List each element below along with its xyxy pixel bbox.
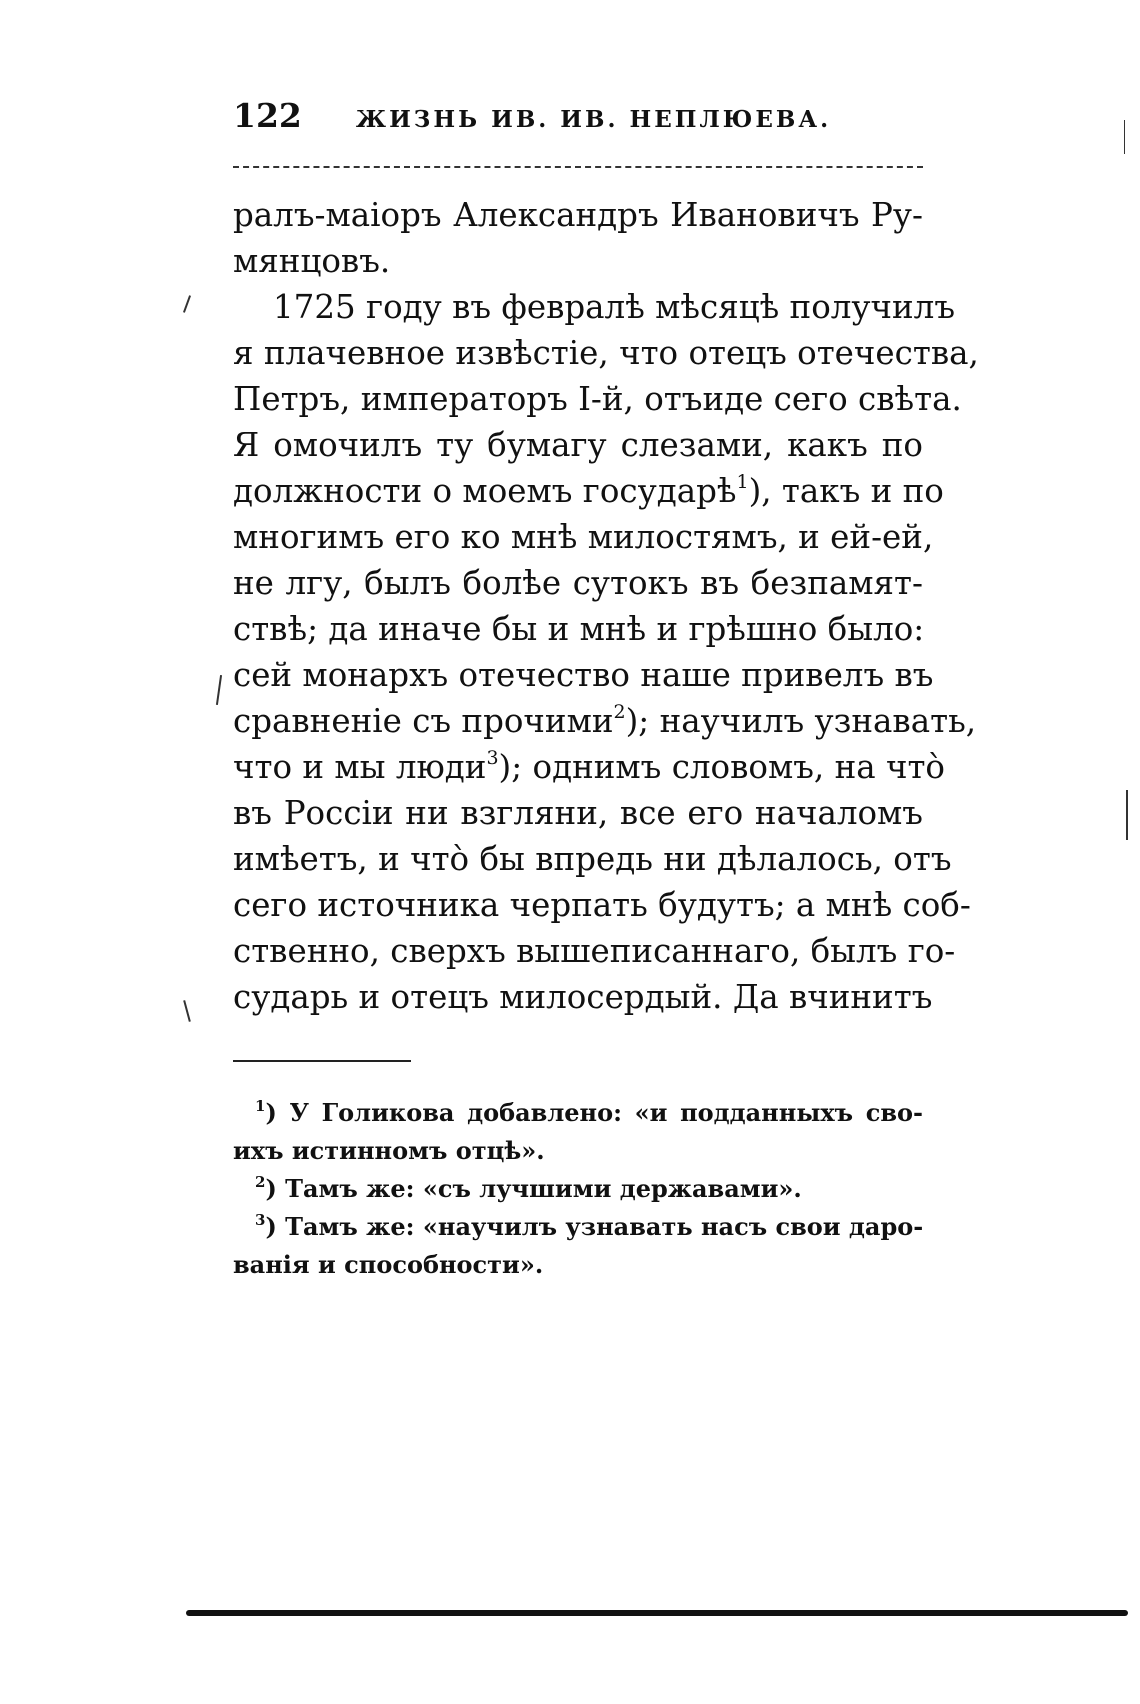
footnote-line	[233, 1094, 923, 1132]
page-number: 122	[233, 96, 302, 135]
footnote-marker: 3	[255, 1211, 266, 1229]
header-rule	[233, 166, 923, 168]
footnote-line	[233, 1208, 923, 1246]
margin-mark	[183, 1000, 191, 1022]
text-line: мянцовъ.	[233, 242, 391, 280]
footnote-rule	[233, 1060, 411, 1062]
text-line	[233, 698, 977, 744]
text-segment: что и мы люди	[233, 748, 487, 786]
running-title: ЖИЗНЬ ИВ. ИВ. НЕПЛЮЕВА.	[355, 106, 832, 133]
text-segment: ), такъ и по	[748, 472, 944, 510]
footnote-marker: 1	[255, 1097, 266, 1115]
footnote-ref: 2	[613, 701, 626, 723]
margin-mark	[1124, 120, 1125, 154]
text-line	[233, 468, 944, 514]
margin-mark	[216, 675, 222, 705]
text-line: не лгу, былъ болѣе сутокъ въ безпамят-	[233, 564, 923, 602]
footnote-text: ) У Голикова добавлено: «и подданныхъ сво-	[265, 1098, 923, 1127]
text-line: въ Россіи ни взгляни, все его началомъ	[233, 794, 923, 832]
text-line: я плачевное извѣстіе, что отецъ отечества,	[233, 334, 979, 372]
footnote-line	[233, 1170, 923, 1208]
text-segment: ); научилъ узнавать,	[625, 702, 977, 740]
footnote-ref: 3	[486, 747, 499, 769]
footnote-text: ) Тамъ же: «съ лучшими державами».	[265, 1174, 802, 1203]
text-line: Петръ, императоръ I-й, отъиде сего свѣта.	[233, 380, 962, 418]
text-line: сударь и отецъ милосердый. Да вчинитъ	[233, 978, 933, 1016]
text-line: Я омочилъ ту бумагу слезами, какъ по	[233, 426, 923, 464]
text-line: многимъ его ко мнѣ милостямъ, и ей-ей,	[233, 518, 934, 556]
margin-mark	[183, 295, 191, 313]
footnote-text: ванія и способности».	[233, 1250, 544, 1279]
footnote-ref: 1	[736, 471, 749, 493]
text-line	[233, 744, 945, 790]
body-text	[233, 192, 979, 1020]
margin-mark	[1126, 790, 1128, 840]
text-line: сего источника черпать будутъ; а мнѣ соб-	[233, 886, 971, 924]
text-line: ственно, сверхъ вышеписаннаго, былъ го-	[233, 932, 956, 970]
text-segment: сравненіе съ прочими	[233, 702, 614, 740]
footnote-text: ихъ истинномъ отцѣ».	[233, 1136, 545, 1165]
text-line: сей монархъ отечество наше привелъ въ	[233, 656, 934, 694]
text-line: ствѣ; да иначе бы и мнѣ и грѣшно было:	[233, 610, 925, 648]
text-line: 1725 году въ февралѣ мѣсяцѣ получилъ	[273, 288, 956, 326]
footnote-text: ) Тамъ же: «научилъ узнавать насъ свои даро-	[265, 1212, 924, 1241]
footnote-line	[233, 1132, 923, 1170]
running-head	[233, 96, 923, 146]
bottom-rule	[186, 1610, 1128, 1616]
text-segment: ); однимъ словомъ, на что̀	[498, 748, 945, 786]
footnote-marker: 2	[255, 1173, 266, 1191]
footnotes	[233, 1094, 923, 1284]
text-line: ралъ-маіоръ Александръ Ивановичъ Ру-	[233, 196, 923, 234]
footnote-line	[233, 1246, 923, 1284]
text-segment: должности о моемъ государѣ	[233, 472, 737, 510]
text-line: имѣетъ, и что̀ бы впредь ни дѣлалось, отъ	[233, 840, 952, 878]
